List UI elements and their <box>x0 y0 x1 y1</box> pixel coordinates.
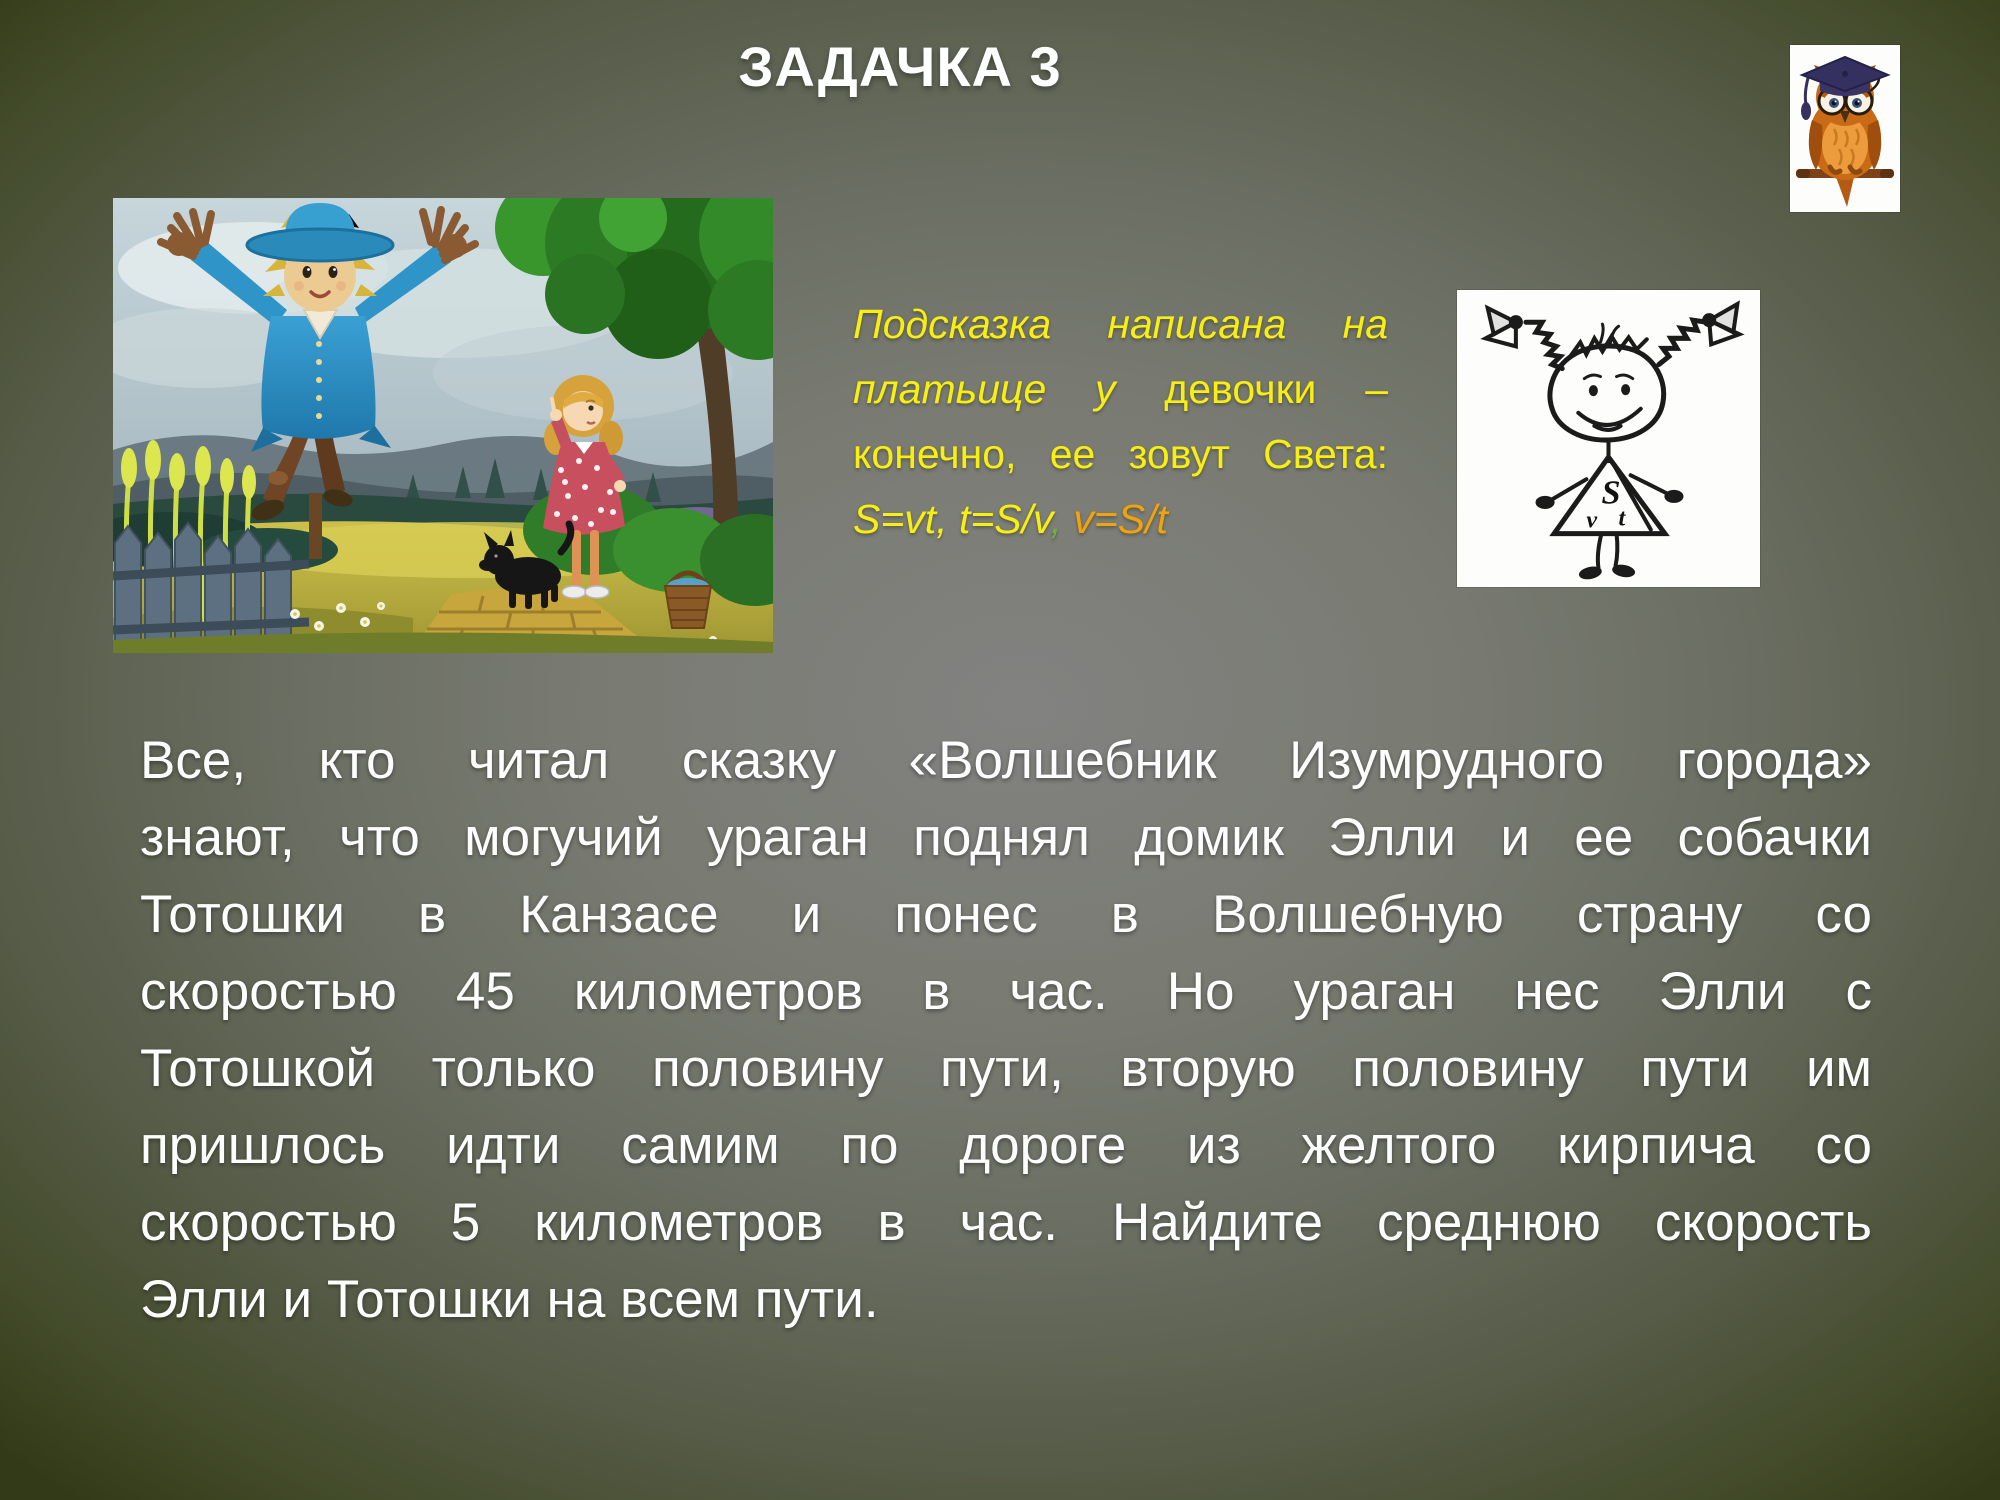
hint-line-3: конечно, ее зовут Света: <box>853 431 1388 477</box>
basket <box>665 573 711 628</box>
formula-green-comma: , <box>1050 496 1062 542</box>
graduate-owl-image <box>1790 45 1900 212</box>
oz-scene-icon <box>113 198 773 653</box>
problem-line: знают, что могучий ураган поднял домик Элли и ее собачки <box>140 808 1872 867</box>
problem-line: Тотошки в Канзасе и понес в Волшебную страну со <box>140 885 1872 944</box>
formula-orange: v=S/t <box>1073 496 1168 542</box>
problem-line: скоростью 45 километров в час. Но ураган нес Элли с <box>140 962 1872 1021</box>
dress-letter-t: t <box>1618 504 1626 532</box>
hint-girl-sketch-image <box>1457 290 1760 587</box>
hint-formula <box>853 487 1388 552</box>
problem-line: Элли и Тотошки на всем пути. <box>140 1270 879 1329</box>
hint-text <box>853 292 1388 552</box>
dress-letter-s: S <box>1601 473 1621 512</box>
problem-text <box>140 722 1872 1338</box>
oz-illustration-image <box>113 198 773 653</box>
problem-line: Все, кто читал сказку «Волшебник Изумрудного города» <box>140 731 1872 790</box>
dress-letter-v: v <box>1586 506 1598 534</box>
problem-line: Тотошкой только половину пути, вторую половину пути им <box>140 1039 1872 1098</box>
owl-icon <box>1790 45 1900 212</box>
hint-line-2-italic: платьице у <box>853 366 1116 412</box>
problem-line: скоростью 5 километров в час. Найдите среднюю скорость <box>140 1193 1872 1252</box>
slide-title: ЗАДАЧКА 3 <box>738 35 1062 98</box>
hint-line-1: Подсказка написана на <box>853 301 1388 347</box>
girl-sketch-icon <box>1457 290 1760 587</box>
formula-yellow: S=vt, t=S/v <box>853 496 1051 542</box>
hint-line-2-regular: девочки – <box>1164 366 1388 412</box>
problem-line: пришлось идти самим по дороге из желтого кирпича со <box>140 1116 1872 1175</box>
hint-line-2 <box>853 357 1388 422</box>
